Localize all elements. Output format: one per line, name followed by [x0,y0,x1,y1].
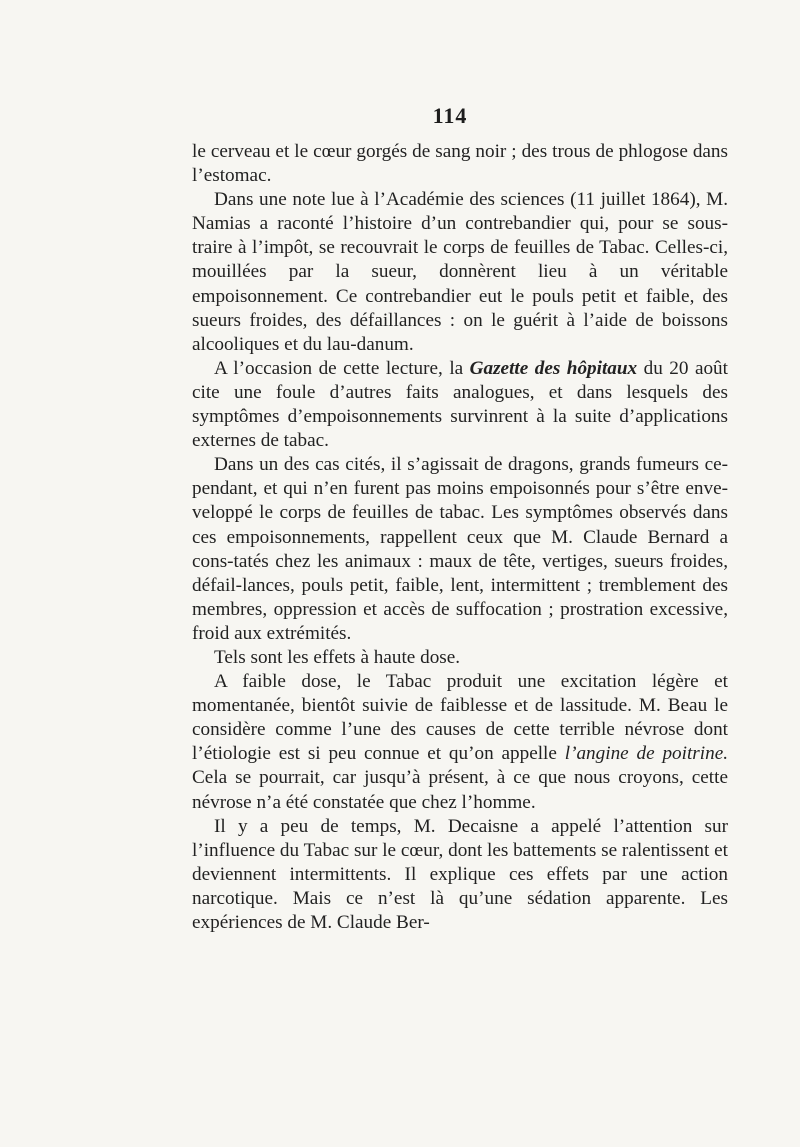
paragraph-namias-note: Dans une note lue à l’Académie des sciences (11 juillet 1864), M. Namias a raconté l’histoire d’un contrebandier qui, pour se sous-traire à l’impôt, se recouvrait le corps de feuilles de Tabac. Celles-ci, mouillées par la sueur, donnèrent lieu à un véritable empoisonnement. Ce contrebandier eut le pouls petit et faible, des sueurs froides, des défaillances : on le guérit à l’aide de boissons alcooliques et du lau-danum. [192,189,728,355]
body-text [192,140,728,935]
low-dose-text-before: A faible dose, le Tabac produit une excitation légère et momentanée, bientôt suivie de faiblesse et de lassitude. M. Beau le considère comme l’une des causes de cette terrible névrose dont l’étiologie est si peu connue et qu’on appelle [192,671,728,765]
page-number: 114 [432,103,468,128]
paragraph-low-dose [192,670,728,815]
paragraph-decaisne: Il y a peu de temps, M. Decaisne a appelé l’attention sur l’influence du Tabac sur le cœur, dont les battements se ralentissent et deviennent intermittents. Il explique ces effets par une action narcotique. Mais ce n’est là qu’une sédation apparente. Les expériences de M. Claude Ber- [192,815,728,933]
paragraph-continuation: le cerveau et le cœur gorgés de sang noir ; des trous de phlogose dans l’estomac. [192,141,728,187]
paragraph-gazette [192,357,728,453]
angine-term: l’angine de poitrine. [564,743,729,765]
paragraph-high-dose: Tels sont les effets à haute dose. [214,646,461,668]
gazette-text-after: du 20 août cite une foule d’autres faits analogues, et dans lesquels des symptômes d’empoisonnements survinrent à la suite d’applications externes de tabac. [192,357,728,452]
paragraph-dragons: Dans un des cas cités, il s’agissait de dragons, grands fumeurs ce-pendant, et qui n’en furent pas moins empoisonnés pour s’être enve-veloppé le corps de feuilles de tabac. Les symptômes observés dans ces empoisonnements, rappellent ceux que M. Claude Bernard a cons-tatés chez les animaux : maux de tête, vertiges, sueurs froides, défail-lances, pouls petit, faible, lent, intermittent ; tremblement des membres, oppression et accès de suffocation ; prostration excessive, froid aux extrémités. [192,454,728,644]
gazette-title: Gazette des hôpitaux [469,357,638,379]
gazette-text-before: A l’occasion de cette lecture, la [214,357,470,379]
low-dose-text-after: Cela se pourrait, car jusqu’à présent, à ce que nous croyons, cette névrose n’a été constatée que chez l’homme. [192,767,728,813]
